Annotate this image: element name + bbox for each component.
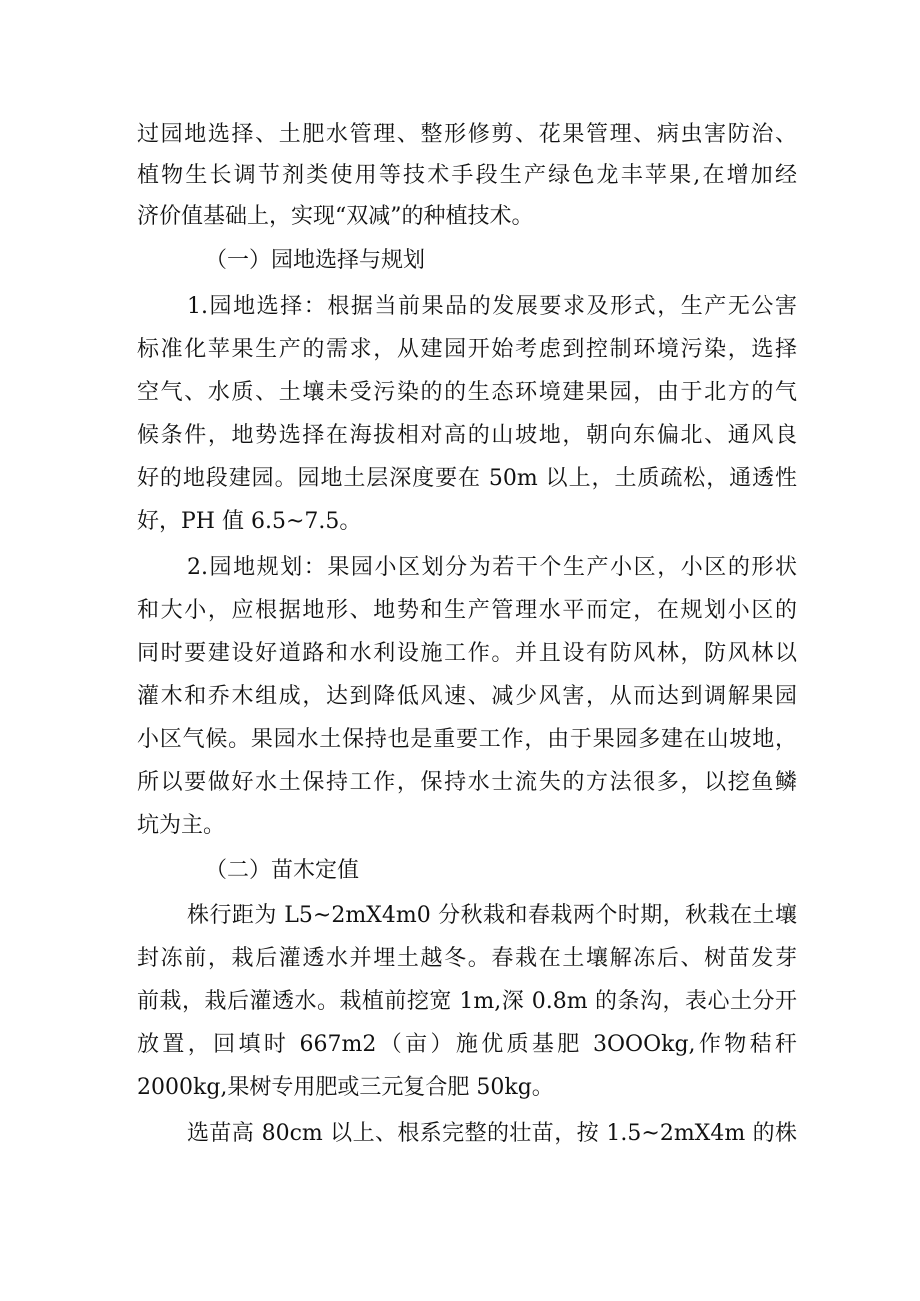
site-planning-line-6: 所以要做好水土保持工作，保持水士流失的方法很多，以挖鱼鳞	[137, 770, 797, 795]
site-selection-line-1: 1.园地选择：根据当前果品的发展要求及形式，生产无公害	[187, 294, 797, 319]
spacing-line-3: 前栽，栽后灌透水。栽植前挖宽 1m,深 0.8m 的条沟，表心土分开	[137, 989, 797, 1014]
site-planning-line-5: 小区气候。果园水土保持也是重要工作，由于果园多建在山坡地，	[137, 727, 797, 752]
spacing-line-2: 封冻前，栽后灌透水并埋土越冬。春栽在土壤解冻后、树苗发芽	[137, 946, 797, 971]
spacing-line-4: 放置，回填时 667m2（亩）施优质基肥 3OOOkg,作物秸秆	[137, 1032, 797, 1057]
site-planning-line-1: 2.园地规划：果园小区划分为若干个生产小区，小区的形状	[187, 555, 797, 580]
site-planning-line-4: 灌木和乔木组成，达到降低风速、减少风害，从而达到调解果园	[137, 684, 797, 709]
section-heading-1: （一）园地选择与规划	[205, 248, 426, 273]
site-selection-line-6: 好，PH 值 6.5~7.5。	[137, 509, 362, 534]
intro-line-1: 过园地选择、土肥水管理、整形修剪、花果管理、病虫害防治、	[137, 122, 797, 147]
intro-line-3: 济价值基础上，实现“双减”的种植技术。	[137, 204, 534, 229]
site-selection-line-5: 好的地段建园。园地土层深度要在 50m 以上，土质疏松，通透性	[137, 466, 797, 491]
site-selection-line-3: 空气、水质、土壤未受污染的的生态环境建果园，由于北方的气	[137, 380, 797, 405]
spacing-line-5: 2000kg,果树专用肥或三元复合肥 50kg。	[137, 1075, 554, 1100]
site-selection-line-2: 标准化苹果生产的需求，从建园开始考虑到控制环境污染，选择	[137, 337, 797, 362]
intro-line-2: 植物生长调节剂类使用等技术手段生产绿色龙丰苹果,在增加经	[137, 163, 797, 188]
site-planning-line-7: 坑为主。	[137, 813, 226, 838]
site-planning-line-3: 同时要建设好道路和水利设施工作。并且设有防风林，防风林以	[137, 641, 797, 666]
spacing-line-1: 株行距为 L5~2mX4m0 分秋栽和春栽两个时期，秋栽在土壤	[187, 903, 797, 928]
site-planning-line-2: 和大小，应根据地形、地势和生产管理水平而定，在规划小区的	[137, 598, 797, 623]
site-selection-line-4: 候条件，地势选择在海拔相对高的山坡地，朝向东偏北、通风良	[137, 423, 797, 448]
section-heading-2: （二）苗木定值	[205, 858, 360, 883]
seedlings-line-1: 选苗高 80cm 以上、根系完整的壮苗，按 1.5~2mX4m 的株	[187, 1121, 797, 1146]
